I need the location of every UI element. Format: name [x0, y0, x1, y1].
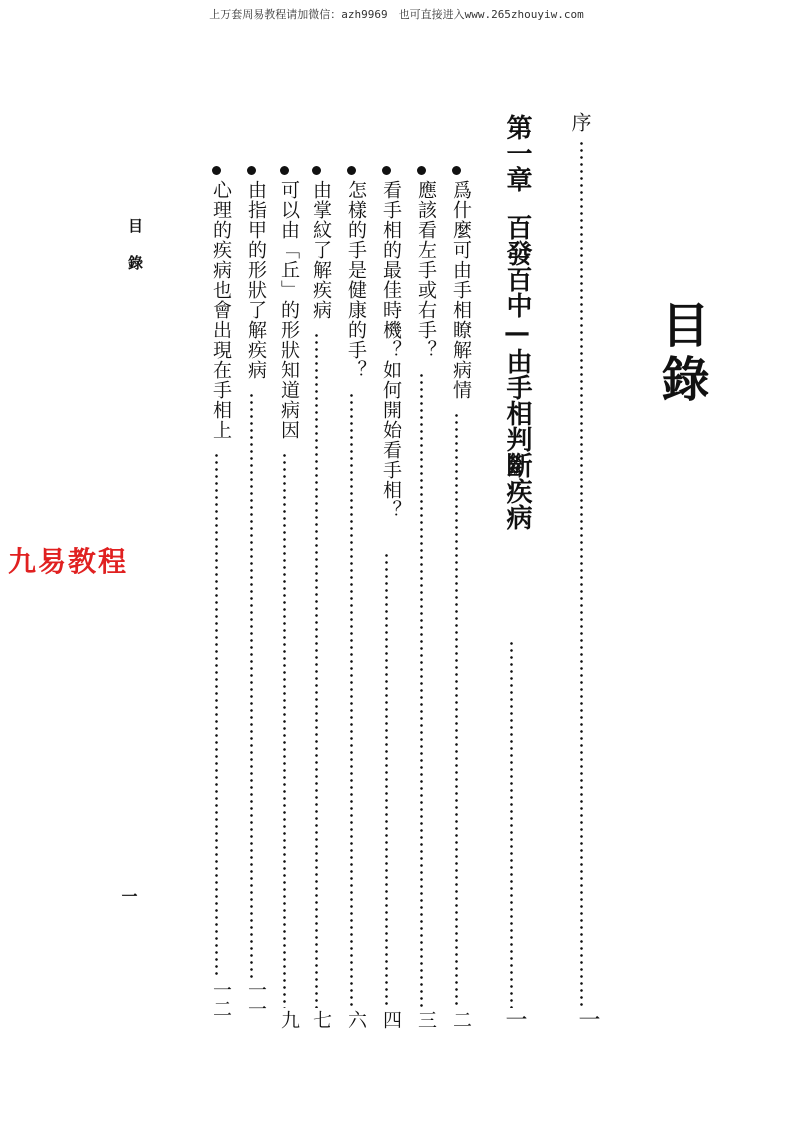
entry-page-number: 三	[415, 1010, 437, 1029]
entry-page-number: 二	[450, 1010, 472, 1029]
entry-leader-dots	[455, 412, 458, 1008]
toc-entry[interactable]: 心理的疾病也會出現在手相上	[210, 180, 232, 440]
toc-entry[interactable]: 由掌紋了解疾病	[310, 180, 332, 320]
toc-entry[interactable]: 怎樣的手是健康的手？	[345, 180, 367, 380]
entry-leader-dots	[315, 332, 318, 1008]
preface-label: 序	[568, 112, 592, 132]
toc-entry[interactable]: 爲什麼可由手相瞭解病情	[450, 180, 472, 400]
entry-page-number: 六	[345, 1010, 367, 1029]
entry-page-number: 一一	[245, 980, 267, 1018]
entry-leader-dots	[283, 452, 286, 1008]
chapter-leader-dots	[510, 640, 513, 1008]
entry-bullet	[452, 166, 461, 175]
watermark-banner: 上万套周易教程请加微信：azh9969 也可直接进入www.265zhouyiw.com	[209, 8, 584, 21]
entry-bullet	[280, 166, 289, 175]
entry-leader-dots	[250, 392, 253, 978]
entry-page-number: 九	[278, 1010, 300, 1029]
entry-bullet	[347, 166, 356, 175]
entry-bullet	[247, 166, 256, 175]
entry-page-number: 四	[380, 1010, 402, 1029]
running-header: 目錄	[126, 218, 144, 292]
chapter-title: 百發百中—由手相判斷疾病	[502, 214, 532, 530]
toc-entry[interactable]: 可以由「丘」的形狀知道病因	[278, 180, 300, 440]
toc-entry[interactable]: 應該看左手或右手？	[415, 180, 437, 360]
chapter-number: 第一章	[502, 114, 532, 192]
entry-page-number: 一二	[210, 980, 232, 1018]
entry-bullet	[312, 166, 321, 175]
folio-page-number: 一	[119, 888, 138, 904]
toc-entry[interactable]: 由指甲的形狀了解疾病	[245, 180, 267, 380]
entry-leader-dots	[350, 392, 353, 1008]
entry-bullet	[417, 166, 426, 175]
toc-entry[interactable]: 看手相的最佳時機？如何開始看手相？	[380, 180, 402, 520]
entry-bullet	[382, 166, 391, 175]
entry-leader-dots	[215, 452, 218, 978]
entry-leader-dots	[420, 372, 423, 1008]
watermark-logo: 九易教程	[8, 545, 129, 578]
entry-page-number: 七	[310, 1010, 332, 1029]
entry-leader-dots	[385, 552, 388, 1008]
page-title: 目錄	[653, 300, 709, 408]
chapter-heading	[492, 114, 530, 530]
chapter-page-number: 一	[502, 1008, 527, 1030]
preface-page-number: 一	[575, 1008, 600, 1030]
entry-bullet	[212, 166, 221, 175]
preface-leader-dots	[580, 140, 583, 1008]
